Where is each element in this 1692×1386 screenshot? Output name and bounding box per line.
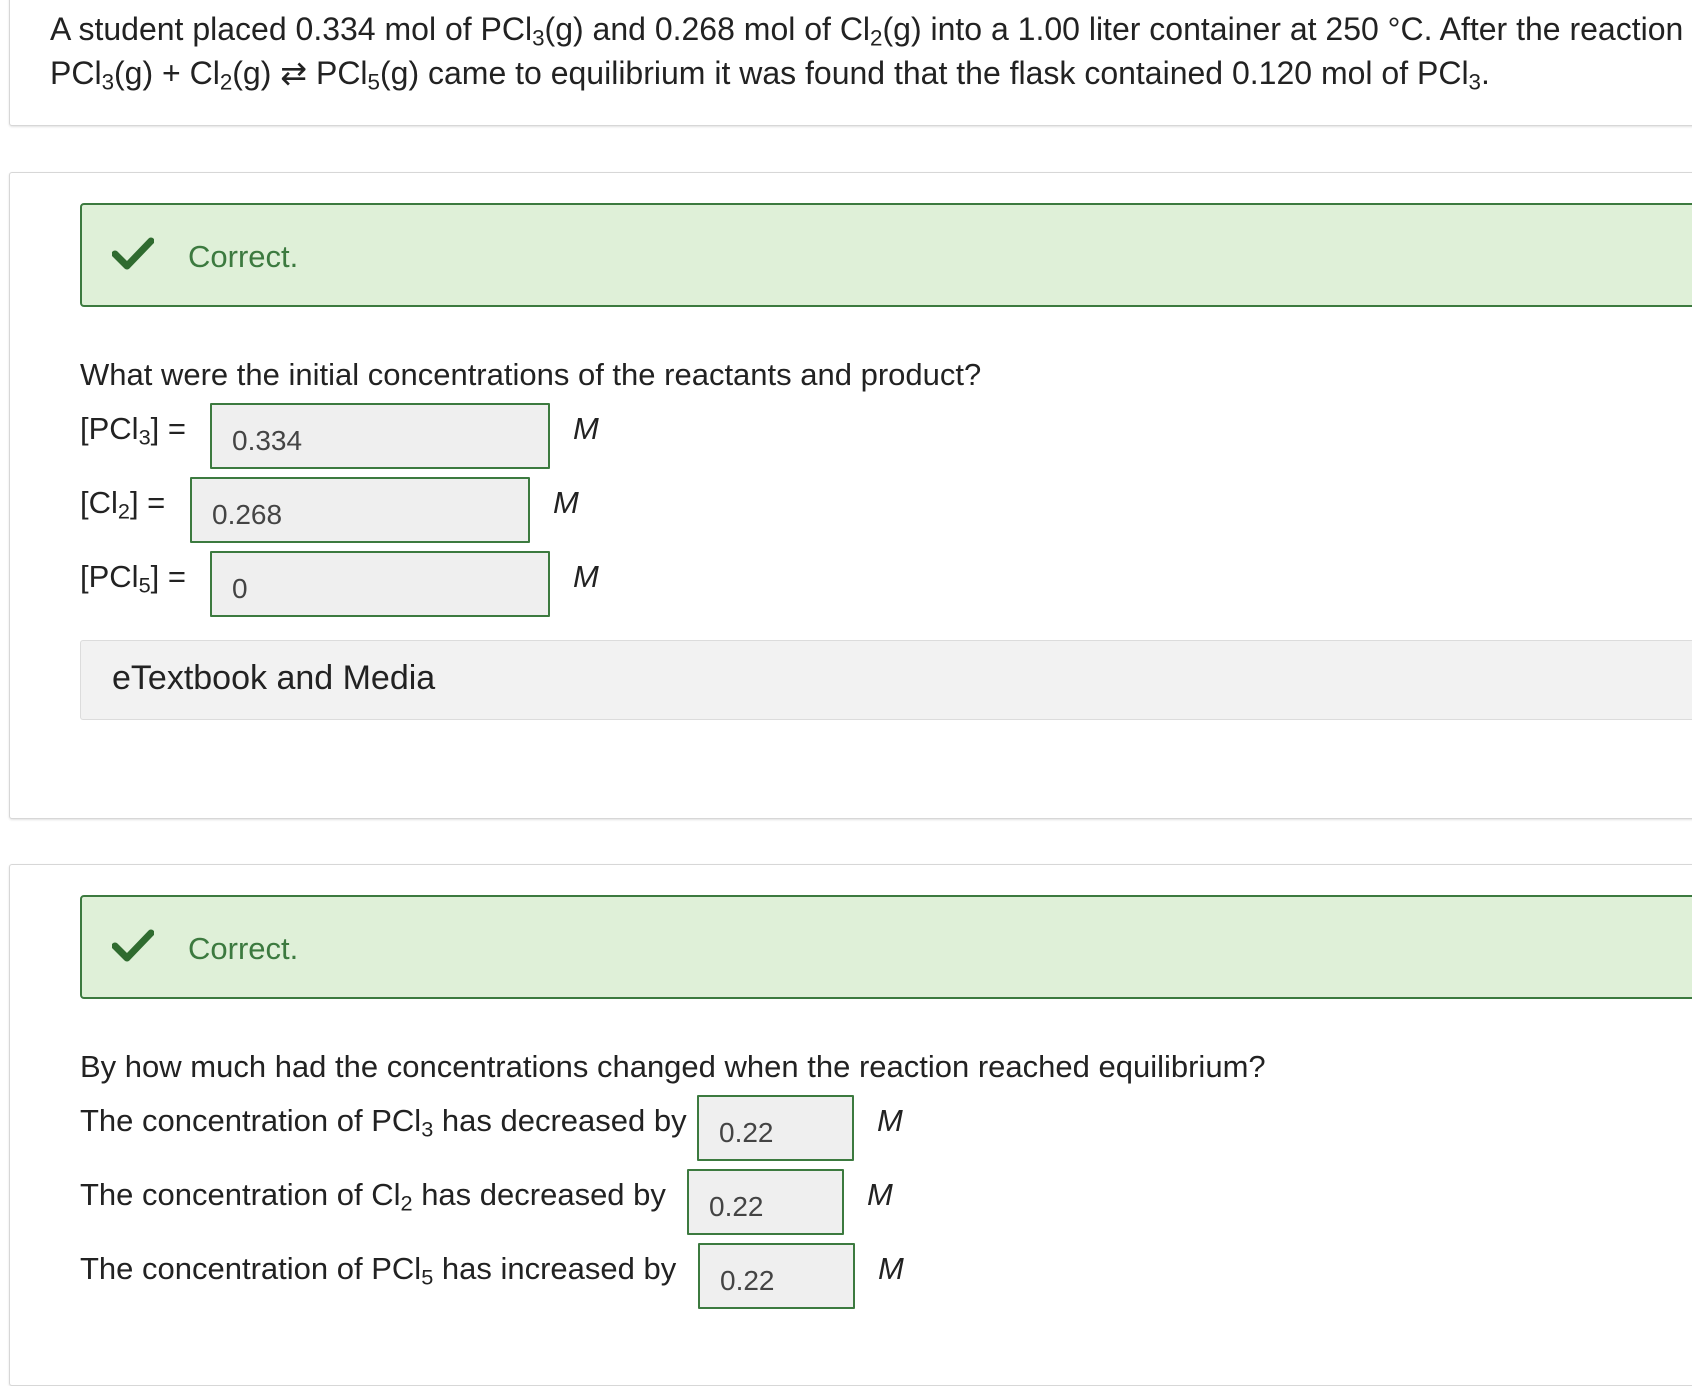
- unit-label: M: [573, 411, 599, 446]
- unit-label: M: [867, 1177, 893, 1212]
- checkmark-icon: [112, 929, 154, 963]
- change-label: The concentration of PCl$_5$ has increased by: [80, 1251, 677, 1290]
- pcl5-initial-input[interactable]: [210, 551, 550, 617]
- problem-statement: [50, 7, 1690, 95]
- answer-label: [PCl$_5$] =: [80, 559, 186, 598]
- problem-line-2: $PCl_3(g) + Cl_2(g)$ ⇄ PCl$_5$(g) came to equilibrium it was found that the flask contained 0.120 mol of PCl$_3$.: [50, 55, 1490, 95]
- unit-label: M: [553, 485, 579, 520]
- unit-label: M: [573, 559, 599, 594]
- question-text: By how much had the concentrations changed when the reaction reached equilibrium?: [80, 1049, 1266, 1084]
- feedback-text: Correct.: [188, 239, 299, 274]
- change-label: The concentration of $Cl_2$ has decreased by: [80, 1177, 666, 1216]
- pcl5-change-input[interactable]: [698, 1243, 855, 1309]
- checkmark-icon: [112, 237, 154, 271]
- unit-label: M: [877, 1103, 903, 1138]
- pcl3-change-input[interactable]: [697, 1095, 854, 1161]
- cl2-initial-input[interactable]: [190, 477, 530, 543]
- problem-card: [9, 0, 1692, 126]
- cl2-change-input[interactable]: [687, 1169, 844, 1235]
- correct-feedback: [80, 203, 1692, 307]
- unit-label: M: [878, 1251, 904, 1286]
- change-label: The concentration of PCl$_3$ has decreased by: [80, 1103, 687, 1142]
- part1-card: [9, 172, 1692, 819]
- answer-label: $[Cl_2]$ =: [80, 485, 166, 524]
- correct-feedback: [80, 895, 1692, 999]
- etextbook-media-label: eTextbook and Media: [112, 659, 436, 697]
- question-text: What were the initial concentrations of the reactants and product?: [80, 357, 982, 392]
- feedback-text: Correct.: [188, 931, 299, 966]
- answer-label: [PCl$_3$] =: [80, 411, 186, 450]
- etextbook-media-link[interactable]: [80, 640, 1692, 720]
- part2-card: [9, 864, 1692, 1386]
- problem-line-1: A student placed 0.334 mol of PCl$_3$(g) and 0.268 mol of $Cl_2(g)$ into a 1.00 liter container at 250 °C. After the reaction: [50, 11, 1684, 51]
- pcl3-initial-input[interactable]: [210, 403, 550, 469]
